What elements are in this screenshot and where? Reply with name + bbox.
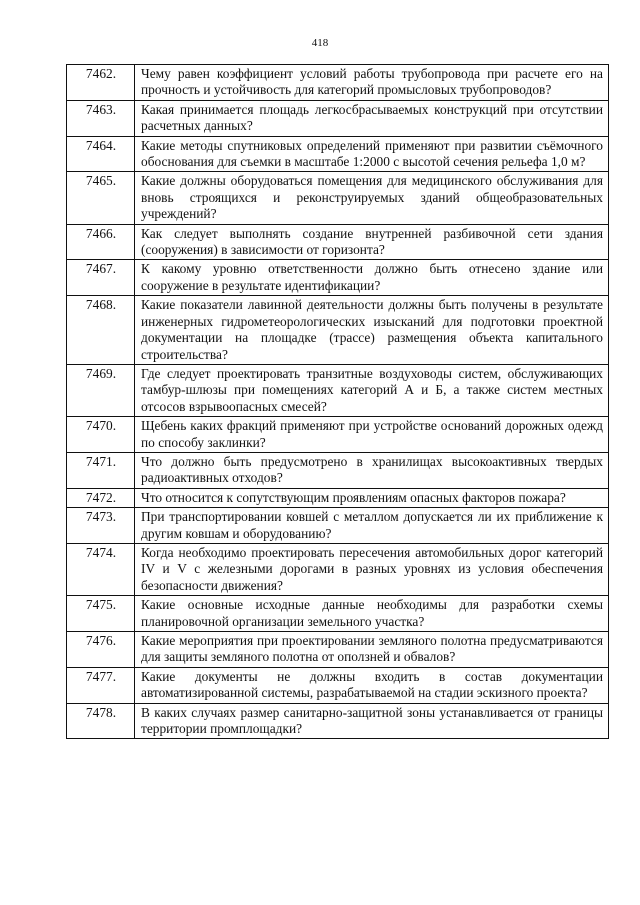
- question-row: [67, 703, 609, 739]
- question-row: [67, 260, 609, 296]
- question-row: [67, 65, 609, 101]
- question-text: Какие должны оборудоваться помещения для медицинского обслуживания для вновь строящихся и реконструируемых зданий общеобразовательных учреждений?: [135, 172, 609, 224]
- question-number: 7463.: [67, 100, 135, 136]
- question-text: Чему равен коэффициент условий работы трубопровода при расчете его на прочность и устойчивость для категорий промысловых трубопроводов?: [135, 65, 609, 101]
- question-row: [67, 543, 609, 595]
- question-row: [67, 667, 609, 703]
- question-text: К какому уровню ответственности должно быть отнесено здание или сооружение в результате идентификации?: [135, 260, 609, 296]
- question-row: [67, 136, 609, 172]
- question-text: Что должно быть предусмотрено в хранилищах высокоактивных твердых радиоактивных отходов?: [135, 452, 609, 488]
- question-text: Какие документы не должны входить в состав документации автоматизированной системы, разрабатываемой на стадии эскизного проекта?: [135, 667, 609, 703]
- question-text: В каких случаях размер санитарно-защитной зоны устанавливается от границы территории промплощадки?: [135, 703, 609, 739]
- question-text: Какие мероприятия при проектировании земляного полотна предусматриваются для защиты земляного полотна от оползней и обвалов?: [135, 632, 609, 668]
- question-number: 7474.: [67, 543, 135, 595]
- question-text: Какие основные исходные данные необходимы для разработки схемы планировочной организации земельного участка?: [135, 596, 609, 632]
- question-row: [67, 364, 609, 416]
- question-number: 7472.: [67, 488, 135, 507]
- question-row: [67, 296, 609, 365]
- question-row: [67, 488, 609, 507]
- question-row: [67, 596, 609, 632]
- question-number: 7469.: [67, 364, 135, 416]
- question-text: Что относится к сопутствующим проявлениям опасных факторов пожара?: [135, 488, 609, 507]
- questions-table: [66, 64, 609, 739]
- question-number: 7468.: [67, 296, 135, 365]
- question-number: 7471.: [67, 452, 135, 488]
- question-number: 7465.: [67, 172, 135, 224]
- question-number: 7478.: [67, 703, 135, 739]
- question-text: Какая принимается площадь легкосбрасываемых конструкций при отсутствии расчетных данных?: [135, 100, 609, 136]
- question-number: 7467.: [67, 260, 135, 296]
- question-number: 7473.: [67, 508, 135, 544]
- question-row: [67, 508, 609, 544]
- question-number: 7466.: [67, 224, 135, 260]
- question-number: 7470.: [67, 417, 135, 453]
- question-text: Щебень каких фракций применяют при устройстве оснований дорожных одежд по способу заклинки?: [135, 417, 609, 453]
- question-row: [67, 632, 609, 668]
- question-number: 7464.: [67, 136, 135, 172]
- question-row: [67, 224, 609, 260]
- question-text: Когда необходимо проектировать пересечения автомобильных дорог категорий IV и V с железными дорогами в разных уровнях из условия обеспечения безопасности движения?: [135, 543, 609, 595]
- question-row: [67, 100, 609, 136]
- questions-table-body: [67, 65, 609, 739]
- question-text: Как следует выполнять создание внутренней разбивочной сети здания (сооружения) в зависимости от горизонта?: [135, 224, 609, 260]
- question-row: [67, 417, 609, 453]
- question-text: При транспортировании ковшей с металлом допускается ли их приближение к другим ковшам и оборудованию?: [135, 508, 609, 544]
- question-number: 7477.: [67, 667, 135, 703]
- question-number: 7475.: [67, 596, 135, 632]
- question-text: Какие методы спутниковых определений применяют при развитии съёмочного обоснования для съемки в масштабе 1:2000 с высотой сечения рельефа 1,0 м?: [135, 136, 609, 172]
- question-number: 7462.: [67, 65, 135, 101]
- page-number: 418: [311, 37, 329, 49]
- question-row: [67, 172, 609, 224]
- question-text: Где следует проектировать транзитные воздуховоды систем, обслуживающих тамбур-шлюзы при помещениях категорий А и Б, а также систем местных отсосов взрывоопасных смесей?: [135, 364, 609, 416]
- question-row: [67, 452, 609, 488]
- question-number: 7476.: [67, 632, 135, 668]
- question-text: Какие показатели лавинной деятельности должны быть получены в результате инженерных гидрометеорологических изысканий для подготовки проектной документации на площадке (трассе) размещения объекта капитального строительства?: [135, 296, 609, 365]
